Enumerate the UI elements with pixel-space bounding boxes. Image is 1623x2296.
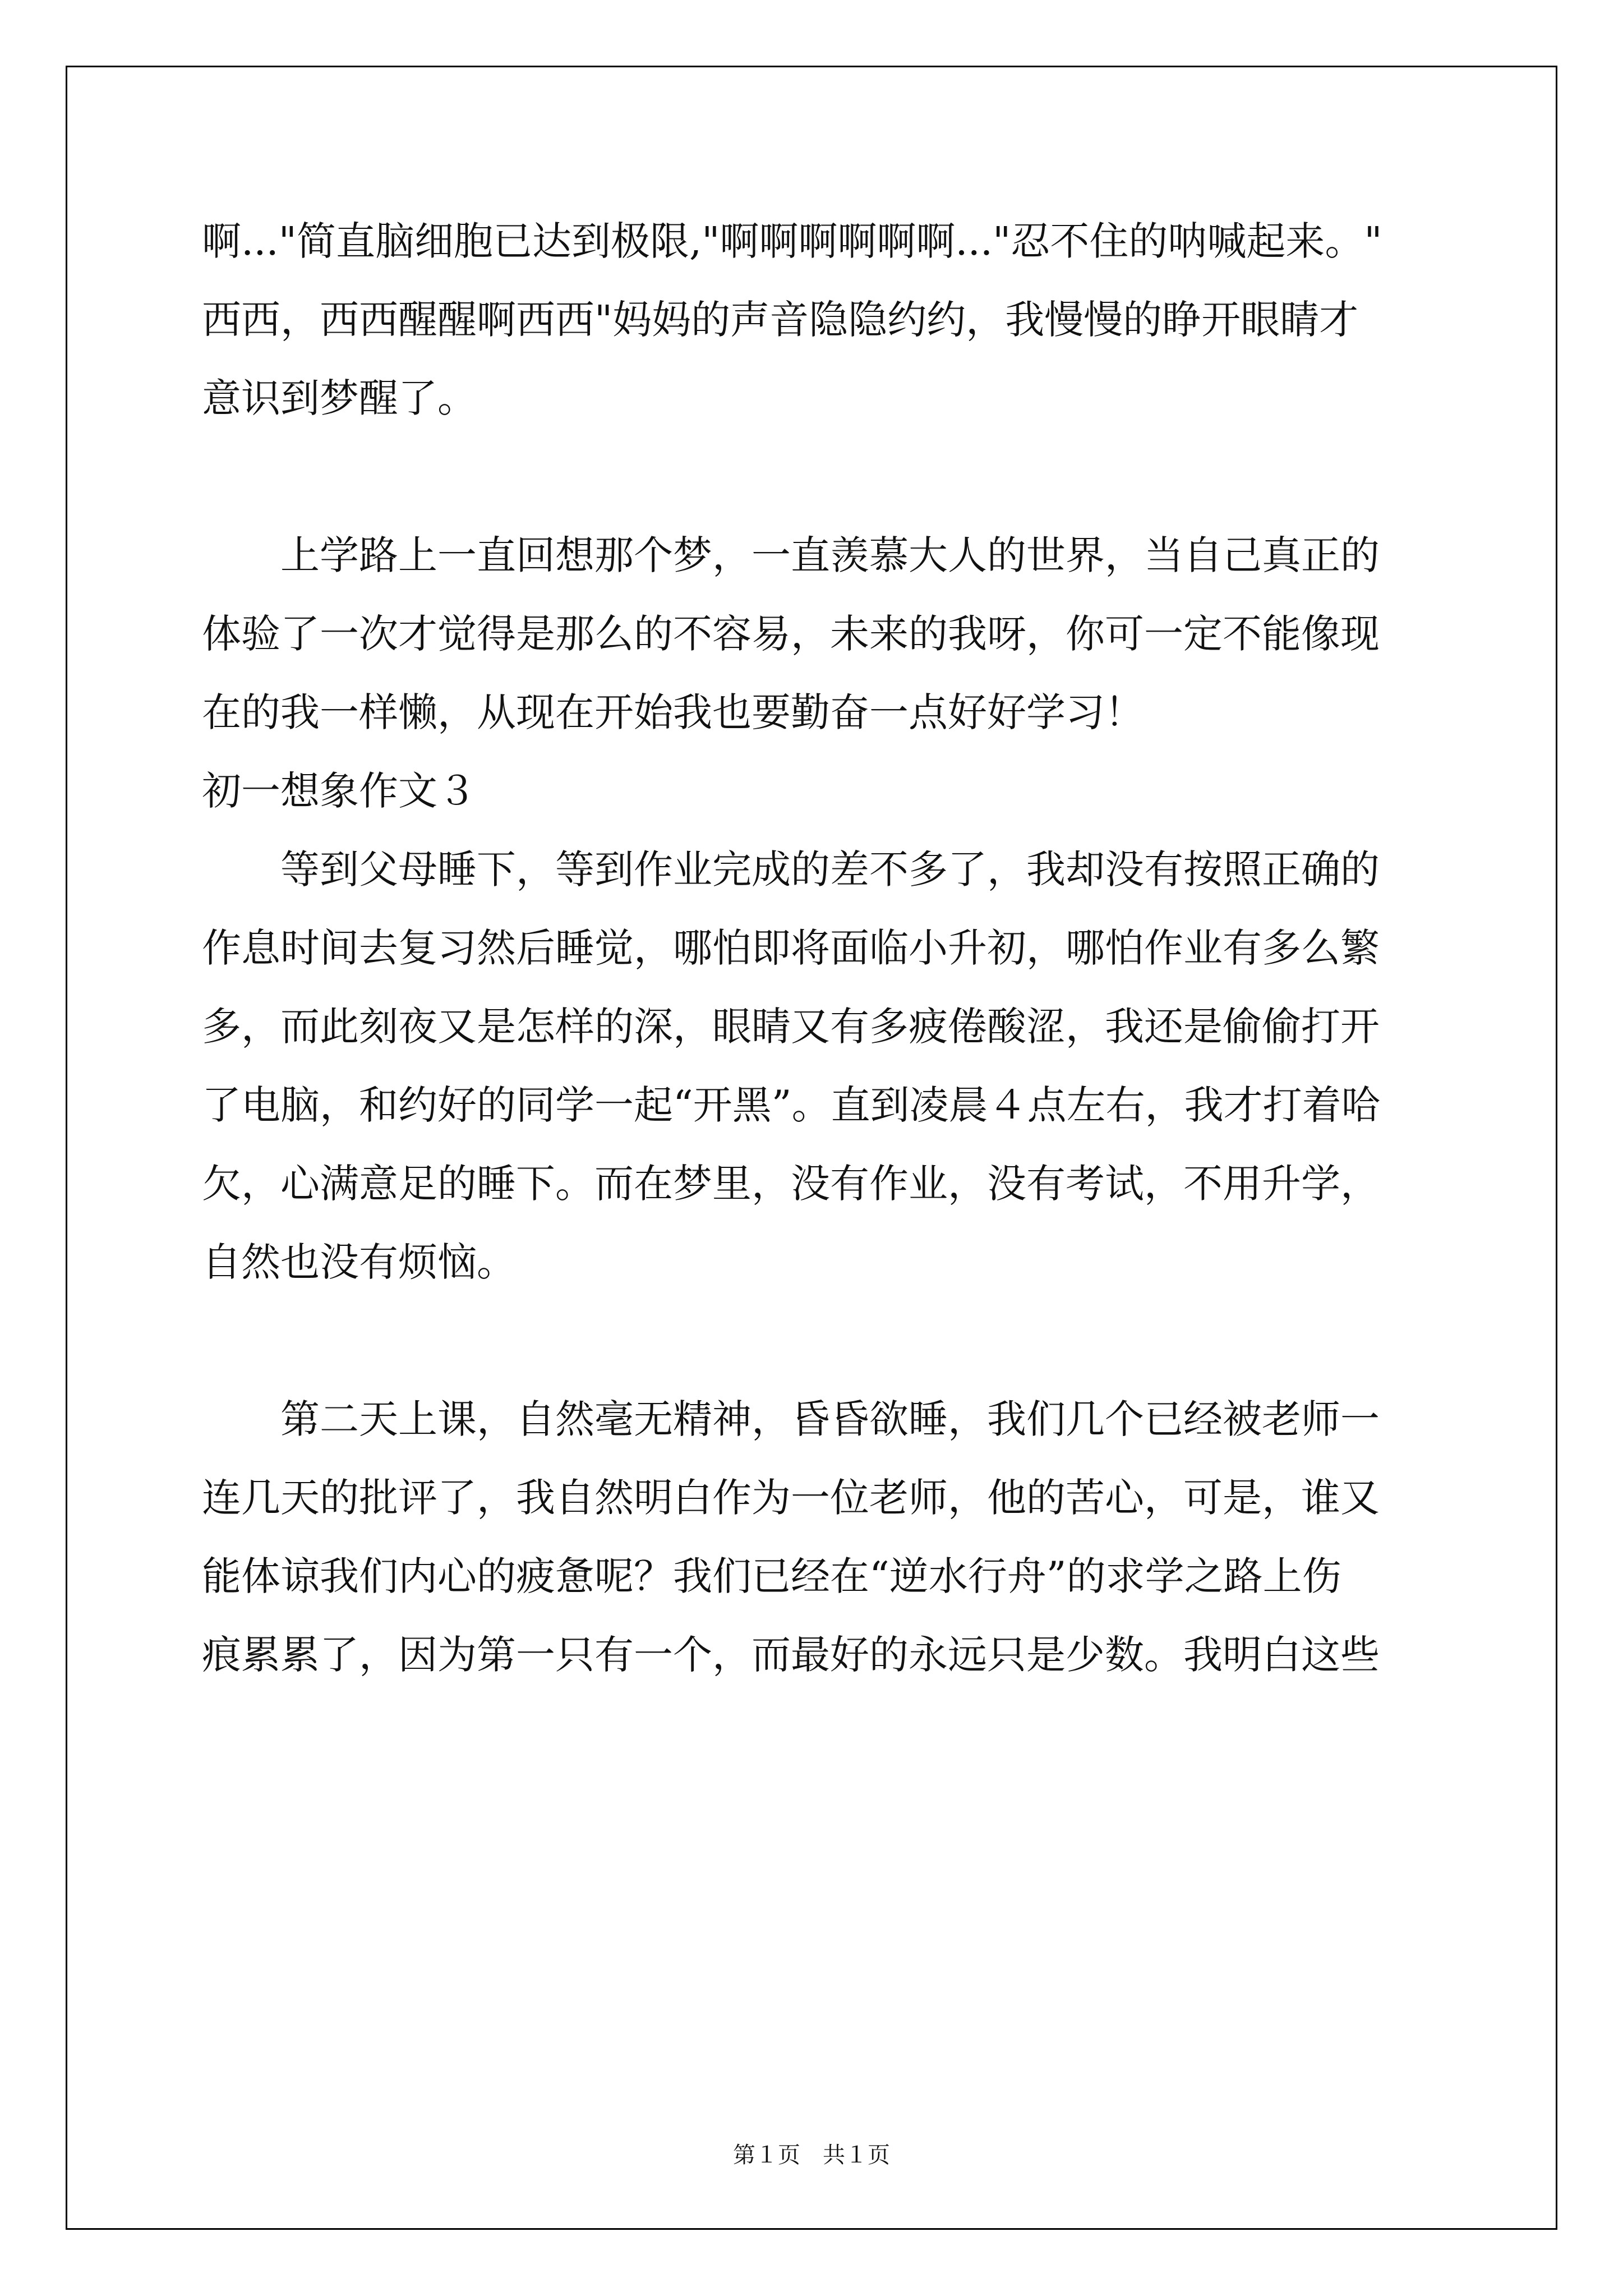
text-line: 能体谅我们内心的疲惫呢？我们已经在“逆水行舟”的求学之路上伤 xyxy=(202,1553,1341,1599)
text-line: 西西，西西醒醒啊西西"妈妈的声音隐隐约约，我慢慢的睁开眼睛才 xyxy=(202,297,1359,343)
text-line: 啊..."简直脑细胞已达到极限,"啊啊啊啊啊啊..."忍不住的呐喊起来。" xyxy=(202,218,1382,264)
text-line: 自然也没有烦恼。 xyxy=(202,1239,516,1285)
text-line: 第二天上课，自然毫无精神，昏昏欲睡，我们几个已经被老师一 xyxy=(202,1396,1380,1442)
section-heading: 初一想象作文３ xyxy=(202,768,477,814)
text-line: 连几天的批评了，我自然明白作为一位老师，他的苦心，可是，谁又 xyxy=(202,1475,1380,1521)
text-line: 等到父母睡下，等到作业完成的差不多了，我却没有按照正确的 xyxy=(202,846,1380,892)
text-line: 上学路上一直回想那个梦，一直羡慕大人的世界，当自己真正的 xyxy=(202,532,1380,578)
text-line: 多，而此刻夜又是怎样的深，眼睛又有多疲倦酸涩，我还是偷偷打开 xyxy=(202,1004,1380,1050)
text-line: 体验了一次才觉得是那么的不容易，未来的我呀，你可一定不能像现 xyxy=(202,611,1380,657)
text-line: 了电脑，和约好的同学一起“开黑”。直到凌晨４点左右，我才打着哈 xyxy=(202,1082,1381,1128)
text-line: 意识到梦醒了。 xyxy=(202,375,477,421)
text-line: 痕累累了，因为第一只有一个，而最好的永远只是少数。我明白这些 xyxy=(202,1632,1380,1678)
text-line: 欠，心满意足的睡下。而在梦里，没有作业，没有考试，不用升学， xyxy=(202,1161,1380,1207)
page-footer: 第１页 共１页 xyxy=(733,2142,890,2168)
text-line: 在的我一样懒，从现在开始我也要勤奋一点好好学习！ xyxy=(202,689,1144,735)
text-line: 作息时间去复习然后睡觉，哪怕即将面临小升初，哪怕作业有多么繁 xyxy=(202,925,1380,971)
